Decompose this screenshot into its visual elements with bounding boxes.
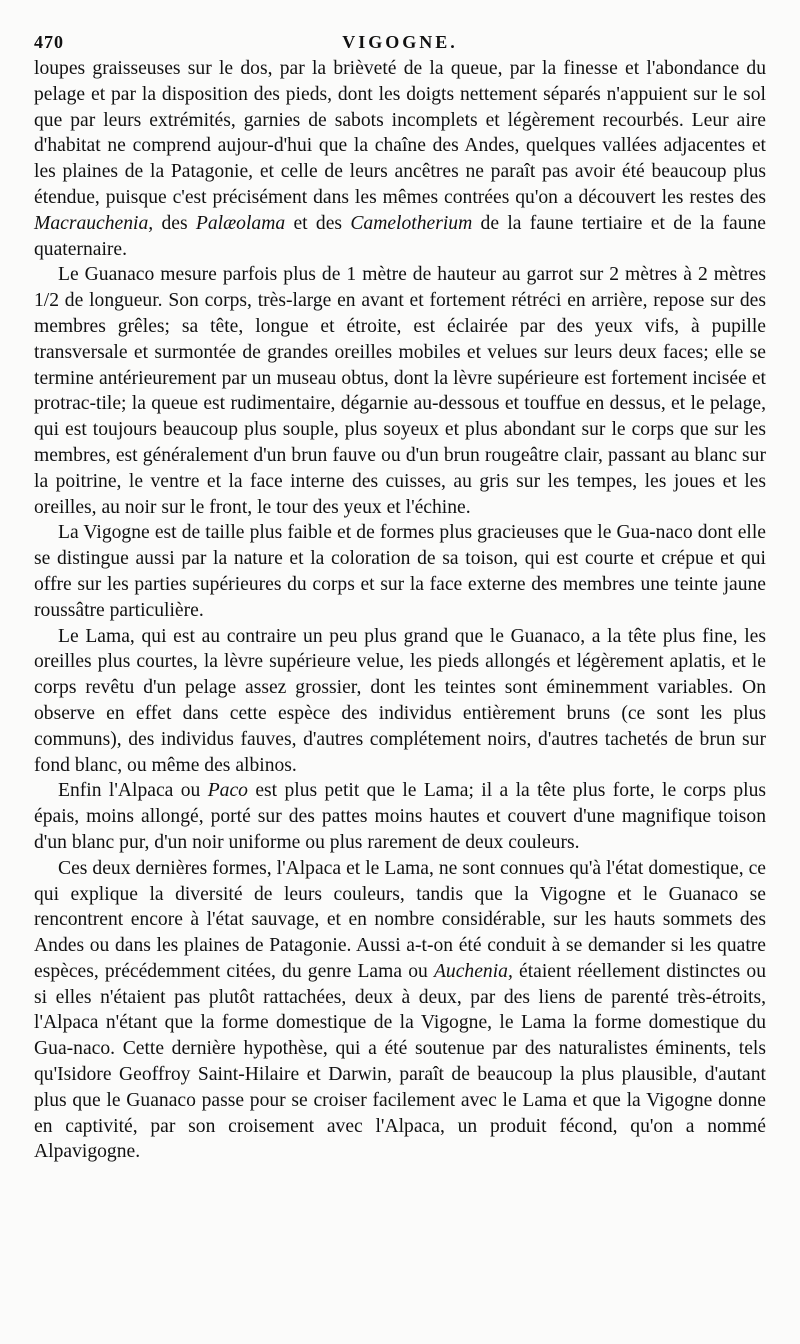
paragraph: [34, 520, 766, 623]
italic-term: Macrauchenia,: [34, 212, 154, 234]
text-run: Ces deux dernières formes, l'Alpaca et le Lama, ne sont connues qu'à l'état domestique, ce qui explique la diversité de leurs couleurs, tandis que la Vigogne et le Guanaco se rencontrent encore à l'état sauvage, et en nombre considérable, sur les hauts sommets des Andes ou dans les plaines de Patagonie. Aussi a-t-on été conduit à se demander si les quatre espèces, précédemment citées, du genre Lama ou: [34, 857, 766, 982]
text-run: et des: [285, 212, 351, 234]
text-run: Le Lama, qui est au contraire un peu plus grand que le Guanaco, a la tête plus fine, les oreilles plus courtes, la lèvre supérieure velue, les pieds allongés et légèrement aplatis, et le corps revêtu d'un pelage assez grossier, dont les teintes sont éminemment variables. On observe en effet dans cette espèce des individus entièrement bruns (ce sont les plus communs), des individus fauves, d'autres complétement noirs, d'autres tachetés de brun sur fond blanc, ou même des albinos.: [34, 625, 766, 776]
paragraph: [34, 262, 766, 520]
paragraph: [34, 56, 766, 262]
text-run: Le Guanaco mesure parfois plus de 1 mètre de hauteur au garrot sur 2 mètres à 2 mètres 1/2 de longueur. Son corps, très-large en avant et fortement rétréci en arrière, repose sur des membres grêles; sa tête, longue et étroite, est éclairée par des yeux vifs, à pupille transversale et surmontée de grandes oreilles mobiles et velues sur leurs deux faces; elle se termine antérieurement par un museau obtus, dont la lèvre supérieure est fortement incisée et protrac-tile; la queue est rudimentaire, dégarnie au-dessous et touffue en dessus, et le pelage, qui est toujours beaucoup plus souple, plus soyeux et plus abondant sur le corps que sur les membres, est généralement d'un brun fauve ou d'un brun rougeâtre clair, passant au blanc sur la poitrine, le ventre et la face interne des cuisses, au gris sur les tempes, les joues et les oreilles, au noir sur le front, le tour des yeux et l'échine.: [34, 264, 766, 518]
text-run: Enfin l'Alpaca ou: [58, 780, 208, 802]
body-text: [34, 56, 766, 1165]
page-number: 470: [34, 32, 64, 52]
text-run: La Vigogne est de taille plus faible et de formes plus gracieuses que le Gua-naco dont elle se distingue aussi par la nature et la coloration de sa toison, qui est courte et crépue et qui offre sur les parties supérieures du corps et sur la face externe des membres une teinte jaune roussâtre particulière.: [34, 522, 766, 621]
italic-term: Camelotherium: [350, 212, 473, 234]
text-run: de la faune tertiaire et de la faune quaternaire.: [34, 212, 766, 260]
text-run: loupes graisseuses sur le dos, par la brièveté de la queue, par la finesse et l'abondance du pelage et par la disposition des pieds, dont les doigts nettement séparés n'appuient sur le sol que par leurs extrémités, garnies de sabots incomplets et légèrement recourbés. Leur aire d'habitat ne comprend aujour-d'hui que la chaîne des Andes, quelques vallées adjacentes et les plaines de la Patagonie, et celle de leurs ancêtres ne paraît pas avoir été beaucoup plus étendue, puisque c'est précisément dans les mêmes contrées qu'on a découvert les restes des: [34, 58, 766, 208]
paragraph: [34, 856, 766, 1166]
italic-term: Paco: [207, 780, 248, 802]
text-run: étaient réellement distinctes ou si elles n'étaient pas plutôt rattachées, deux à deux, par des liens de parenté très-étroits, l'Alpaca n'étant que la forme domestique de la Vigogne, le Lama la forme domestique du Gua-naco. Cette dernière hypothèse, qui a été soutenue par des naturalistes éminents, tels qu'Isidore Geoffroy Saint-Hilaire et Darwin, paraît de beaucoup la plus plausible, d'autant plus que le Guanaco passe pour se croiser facilement avec le Lama et que la Vigogne donne en captivité, par son croisement avec l'Alpaca, un produit fécond, qu'on a nommé Alpavigogne.: [34, 960, 766, 1163]
text-run: des: [153, 212, 196, 234]
paragraph: [34, 778, 766, 855]
running-head: [34, 26, 766, 56]
paragraph: [34, 624, 766, 779]
italic-term: Auchenia,: [433, 960, 513, 982]
running-title: VIGOGNE.: [342, 32, 458, 52]
text-run: est plus petit que le Lama; il a la tête plus forte, le corps plus épais, moins allongé, porté sur des pattes moins hautes et couvert d'une magnifique toison d'un blanc pur, d'un noir uniforme ou plus rarement de deux couleurs.: [34, 780, 766, 853]
italic-term: Palæolama: [195, 212, 286, 234]
